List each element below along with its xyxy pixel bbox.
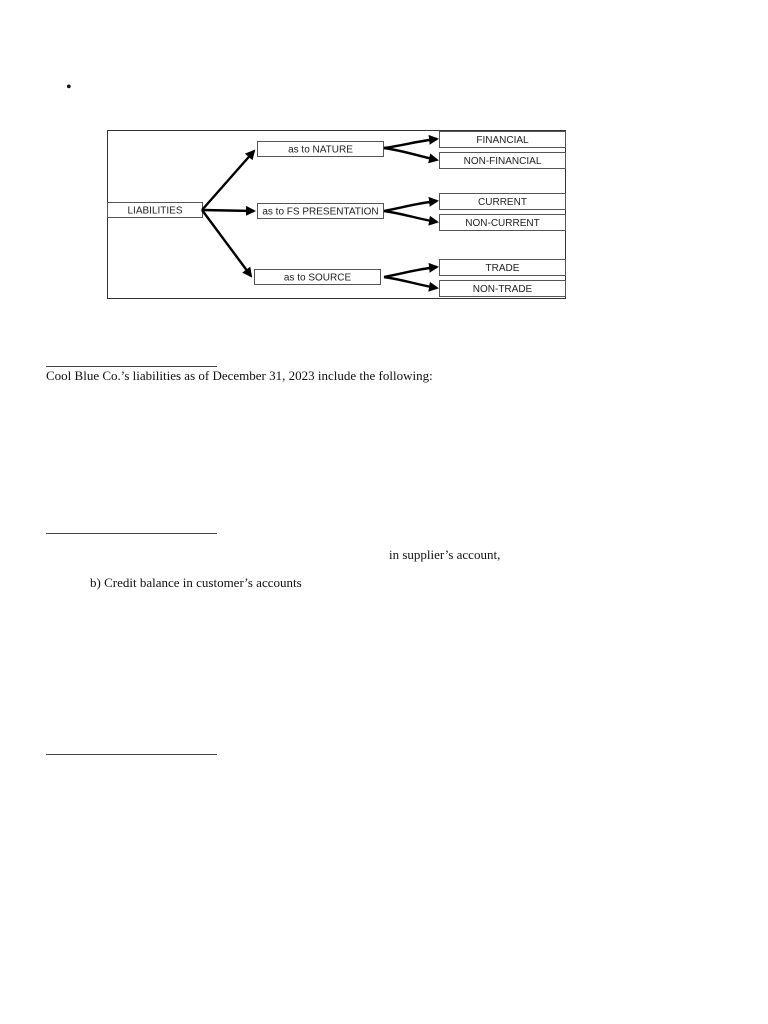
node-non-financial: NON-FINANCIAL (463, 156, 542, 167)
node-non-trade: NON-TRADE (472, 284, 533, 295)
node-trade: TRADE (485, 263, 520, 274)
section-rule-3 (46, 754, 217, 755)
supplier-account-fragment: in supplier’s account, (389, 547, 501, 562)
section-rule-1 (46, 366, 217, 367)
node-liabilities: LIABILITIES (127, 205, 183, 217)
liabilities-intro-text: Cool Blue Co.’s liabilities as of December 31, 2023 include the following: (46, 368, 433, 383)
node-fs-presentation: as to FS PRESENTATION (262, 206, 379, 218)
node-source: as to SOURCE (283, 272, 352, 284)
section-rule-2 (46, 533, 217, 534)
node-nature: as to NATURE (288, 144, 353, 156)
node-current: CURRENT (478, 197, 527, 208)
arrow-to-fs-presentation (202, 210, 254, 211)
node-non-current: NON-CURRENT (465, 218, 540, 229)
liabilities-classification-diagram (0, 0, 768, 320)
item-b-text: b) Credit balance in customer’s accounts (90, 575, 302, 590)
list-bullet: • (66, 79, 72, 96)
node-financial: FINANCIAL (476, 135, 529, 146)
